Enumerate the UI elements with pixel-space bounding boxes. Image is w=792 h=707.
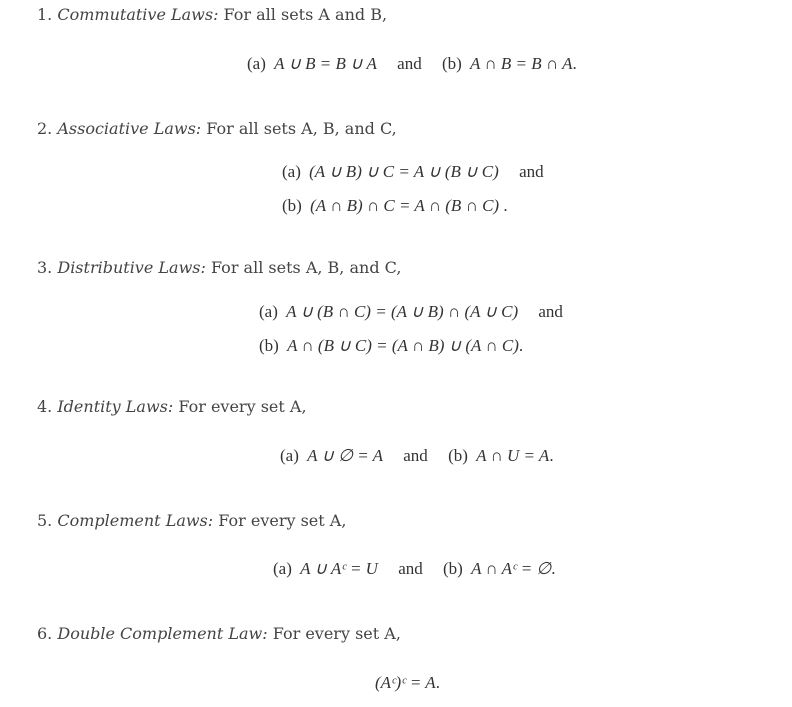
formula-and: and: [538, 302, 563, 321]
law-5-intro: For every set A,: [218, 511, 347, 530]
formula-label: (a): [282, 162, 301, 181]
formula-expression: A ∩ (B ∪ C) = (A ∩ B) ∪ (A ∩ C): [287, 336, 519, 355]
formula-label: (b): [448, 446, 468, 465]
law-4-number: 4.: [37, 397, 53, 416]
law-6-name: Double Complement Law:: [57, 624, 268, 643]
formula-and: and: [519, 162, 544, 181]
formula-expression: A ∩ B = B ∩ A: [470, 54, 573, 73]
formula-label: (b): [442, 559, 463, 578]
law-3-heading: [37, 258, 401, 278]
law-6-formula: [375, 673, 440, 693]
formula-and: and: [403, 446, 428, 465]
formula-label: (a): [280, 446, 299, 465]
law-6-heading: [37, 624, 401, 644]
formula-label: (b): [441, 54, 462, 73]
law-3-intro: For all sets A, B, and C,: [210, 258, 402, 277]
formula-label: (a): [259, 302, 278, 321]
formula-period: .: [435, 673, 440, 692]
law-3-name: Distributive Laws:: [57, 258, 206, 277]
formula-label: (a): [247, 54, 266, 73]
formula-period: .: [518, 336, 524, 355]
law-1-intro: For all sets A and B,: [223, 5, 388, 24]
law-3-formula-b: [259, 336, 523, 356]
law-5-heading: [37, 511, 346, 531]
law-5-name: Complement Laws:: [57, 511, 214, 530]
law-5-number: 5.: [37, 511, 53, 530]
law-2-number: 2.: [37, 119, 53, 138]
law-2-formula-a: [282, 162, 560, 182]
law-2-heading: [37, 119, 397, 139]
law-1-heading: [37, 5, 387, 25]
formula-expression: (Aᶜ)ᶜ = A: [375, 673, 436, 692]
formula-expression: (A ∪ B) ∪ C = A ∪ (B ∪ C): [309, 162, 499, 181]
law-3-formula-a: [259, 302, 579, 322]
law-3-number: 3.: [37, 258, 53, 277]
formula-and: and: [398, 559, 423, 578]
formula-period: .: [499, 196, 508, 215]
law-1-name: Commutative Laws:: [57, 5, 219, 24]
formula-period: .: [549, 446, 554, 465]
formula-label: (b): [259, 336, 279, 355]
law-2-name: Associative Laws:: [57, 119, 202, 138]
law-4-heading: [37, 397, 307, 417]
formula-expression: A ∪ ∅ = A: [307, 446, 384, 465]
law-1-number: 1.: [37, 5, 53, 24]
law-5-formula: [273, 559, 556, 579]
formula-expression: A ∪ B = B ∪ A: [274, 54, 377, 73]
formula-period: .: [551, 559, 556, 578]
formula-expression: A ∩ Aᶜ = ∅: [471, 559, 552, 578]
law-2-formula-b: [282, 196, 508, 216]
formula-label: (a): [273, 559, 292, 578]
formula-period: .: [572, 54, 577, 73]
law-6-intro: For every set A,: [272, 624, 401, 643]
formula-expression: (A ∩ B) ∩ C = A ∩ (B ∩ C): [310, 196, 500, 215]
formula-expression: A ∪ (B ∩ C) = (A ∪ B) ∩ (A ∪ C): [286, 302, 519, 321]
formula-expression: A ∪ Aᶜ = U: [300, 559, 378, 578]
law-4-intro: For every set A,: [178, 397, 307, 416]
law-4-formula: [280, 446, 554, 466]
law-2-intro: For all sets A, B, and C,: [206, 119, 397, 138]
law-4-name: Identity Laws:: [57, 397, 174, 416]
formula-and: and: [397, 54, 422, 73]
formula-label: (b): [282, 196, 302, 215]
law-6-number: 6.: [37, 624, 53, 643]
formula-expression: A ∩ U = A: [476, 446, 550, 465]
law-1-formula: [247, 54, 577, 74]
